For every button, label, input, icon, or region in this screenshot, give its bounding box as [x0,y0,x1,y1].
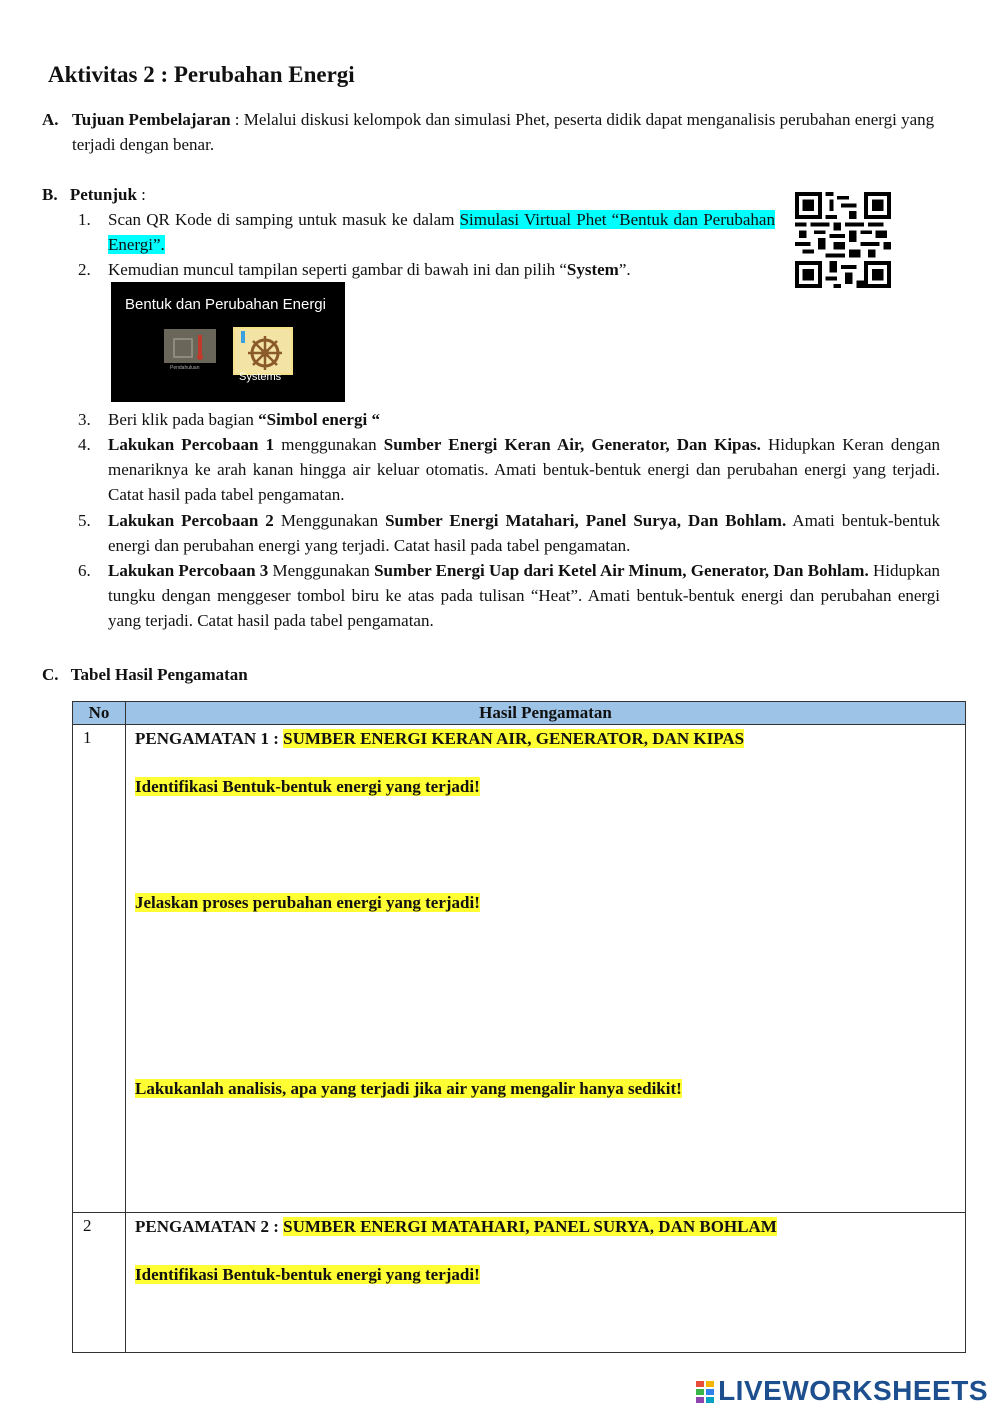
screenshot-title: Bentuk dan Perubahan Energi [125,296,326,313]
section-b-label: Petunjuk [69,185,137,204]
heading-prefix: PENGAMATAN 1 : [135,729,284,748]
instruction-item-5 [78,508,940,558]
item-text: Hidupkan tungku dengan menggeser tombol biru ke atas pada tulisan “Heat”. Amati bentuk-bentuk energi dan perubahan energi yang terjadi. Catat hasil pada tabel pengamatan. [108,561,941,630]
header-result: Hasil Pengamatan [126,702,966,725]
instruction-item-3 [78,407,940,432]
item-bold: System [566,260,619,279]
observation-heading [135,728,965,750]
heading-highlight: SUMBER ENERGI KERAN AIR, GENERATOR, DAN KIPAS [283,729,745,748]
observation-heading [135,1216,965,1238]
question-explain: Jelaskan proses perubahan energi yang terjadi! [135,893,480,912]
row-number: 2 [73,1213,126,1353]
item-text: Scan QR Kode di samping untuk masuk ke dalam [108,210,460,229]
instruction-item-6 [78,558,940,633]
item-bold: Lakukan Percobaan 2 [108,511,274,530]
systems-caption: Systems [239,371,282,383]
item-bold: Lakukan Percobaan 3 [108,561,269,580]
item-bold: Sumber Energi Keran Air, Generator, Dan Kipas. [383,435,761,454]
section-c-marker: C. [42,665,59,684]
section-b [42,182,146,207]
ship-wheel-icon [235,329,291,373]
item-text: ”. [618,260,631,279]
table-row [73,1213,966,1353]
qr-code-icon[interactable] [795,192,891,288]
item-number: 1. [78,210,91,229]
liveworksheets-logo [696,1375,988,1407]
item-number: 3. [78,410,91,429]
item-number: 4. [78,435,91,454]
item-number: 2. [78,260,91,279]
heading-highlight: SUMBER ENERGI MATAHARI, PANEL SURYA, DAN BOHLAM [283,1217,777,1236]
item-number: 5. [78,511,91,530]
observation-cell-2[interactable] [126,1213,966,1353]
table-header-row [73,702,966,725]
simulation-link[interactable]: Simulasi Virtual Phet “Bentuk dan Perubahan Energi”. [108,210,775,254]
item-bold: “Simbol energi “ [258,410,380,429]
section-c-label: Tabel Hasil Pengamatan [70,665,248,684]
beaker-icon [164,329,216,363]
item-bold: Sumber Energi Uap dari Ketel Air Minum, Generator, Dan Bohlam. [374,561,869,580]
intro-caption: Pendahuluan [170,365,200,371]
systems-thumbnail[interactable] [233,327,293,375]
section-b-marker: B. [42,185,58,204]
heading-prefix: PENGAMATAN 2 : [135,1217,284,1236]
question-analyze: Lakukanlah analisis, apa yang terjadi jika air yang mengalir hanya sedikit! [135,1079,682,1098]
item-number: 6. [78,561,91,580]
header-no: No [73,702,126,725]
item-text: Kemudian muncul tampilan seperti gambar di bawah ini dan pilih “ [108,260,567,279]
section-a-text: : Melalui diskusi kelompok dan simulasi Phet, peserta didik dapat menganalisis perubahan energi yang terjadi dengan benar. [72,110,935,154]
section-c [42,662,248,687]
row-number: 1 [73,725,126,1213]
section-b-colon: : [136,185,146,204]
item-bold: Lakukan Percobaan 1 [108,435,275,454]
brand-text: LIVEWORKSHEETS [718,1375,988,1406]
blocks-icon [696,1381,714,1403]
question-identify: Identifikasi Bentuk-bentuk energi yang terjadi! [135,777,480,796]
intro-thumbnail [164,329,216,371]
instruction-item-1 [78,207,775,257]
section-a [42,107,942,157]
item-text: Amati bentuk-bentuk energi dan perubahan energi yang terjadi. Catat hasil pada tabel pengamatan. [108,511,940,555]
section-a-label: Tujuan Pembelajaran [72,110,231,129]
simulation-screenshot [111,282,345,402]
item-bold: Sumber Energi Matahari, Panel Surya, Dan Bohlam. [385,511,787,530]
question-identify: Identifikasi Bentuk-bentuk energi yang terjadi! [135,1265,480,1284]
item-text: Hidupkan Keran dengan menariknya ke arah kanan hingga air keluar otomatis. Amati bentuk-bentuk energi dan perubahan energi yang terjadi. Catat hasil pada tabel pengamatan. [108,435,940,504]
table-row [73,725,966,1213]
item-text: Menggunakan [268,561,375,580]
page-title: Aktivitas 2 : Perubahan Energi [48,62,355,87]
item-text: menggunakan [274,435,384,454]
instruction-item-4 [78,432,940,507]
observation-cell-1[interactable] [126,725,966,1213]
item-text: Beri klik pada bagian [108,410,259,429]
observation-table [72,701,966,1353]
section-a-marker: A. [42,110,59,129]
item-text: Menggunakan [273,511,386,530]
